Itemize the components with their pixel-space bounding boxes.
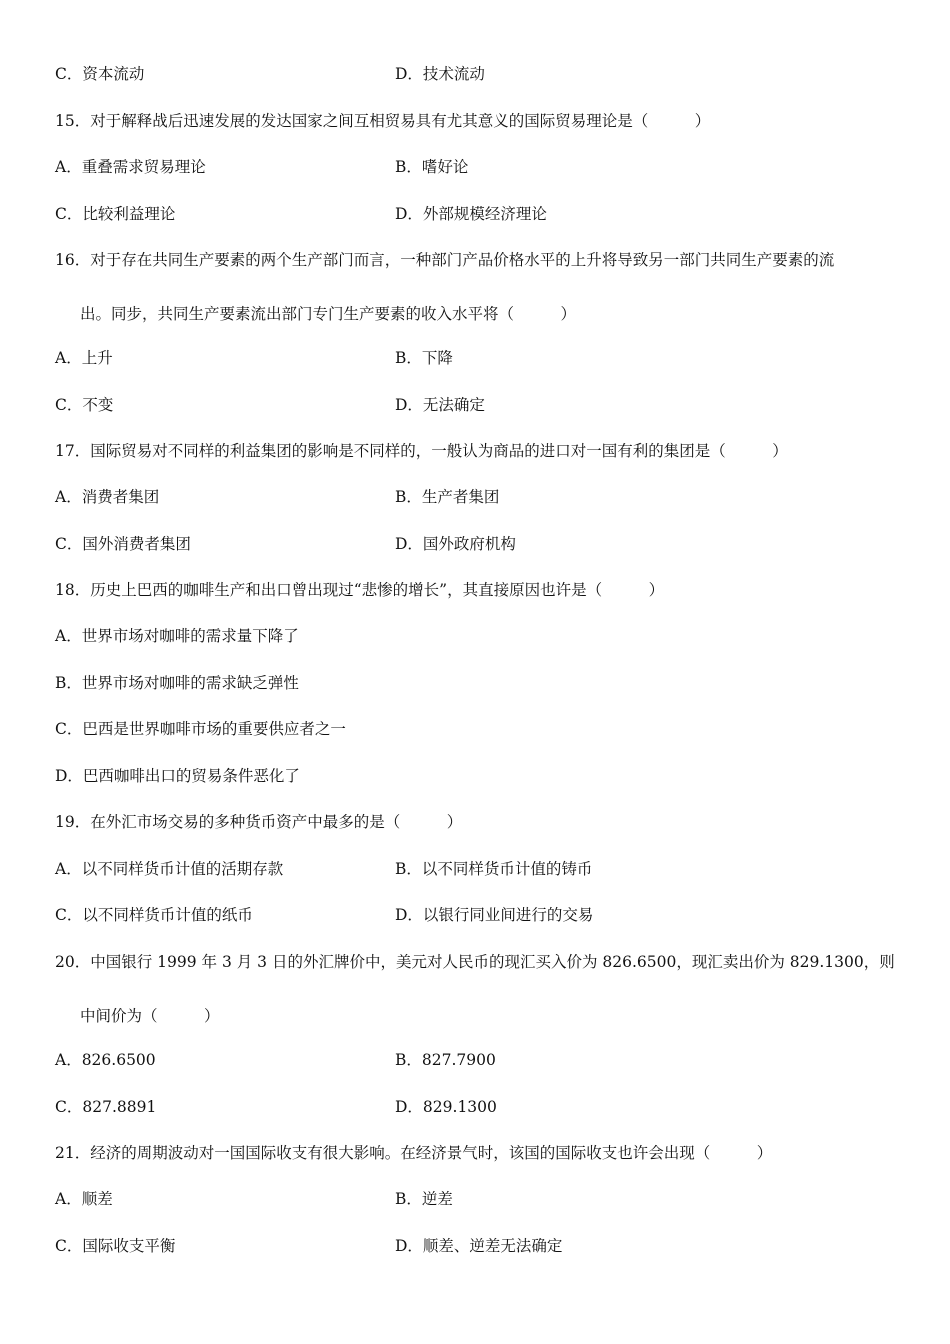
q20-stem-line2: 中间价为（ ）: [80, 1007, 220, 1025]
q16-stem-line2: 出。同步，共同生产要素流出部门专门生产要素的收入水平将（ ）: [80, 305, 577, 323]
q16-option-a: A．上升: [55, 349, 113, 367]
q18-option-c: C．巴西是世界咖啡市场的重要供应者之一: [55, 720, 346, 738]
q16-option-c: C．不变: [55, 396, 114, 414]
q20-option-a: A．826.6500: [55, 1051, 156, 1069]
q16-stem-line1: 16．对于存在共同生产要素的两个生产部门而言，一种部门产品价格水平的上升将导致另一部门共同生产要素的流: [55, 251, 835, 269]
q18-option-a: A．世界市场对咖啡的需求量下降了: [55, 627, 299, 645]
q15-option-c: C．比较利益理论: [55, 205, 176, 223]
q17-option-d: D．国外政府机构: [395, 535, 516, 553]
q19-option-c: C．以不同样货币计值的纸币: [55, 906, 253, 924]
q21-option-c: C．国际收支平衡: [55, 1237, 176, 1255]
q20-stem-line1: 20．中国银行 1999 年 3 月 3 日的外汇牌价中，美元对人民币的现汇买入价为 826.6500，现汇卖出价为 829.1300，则: [55, 953, 895, 971]
q16-option-b: B．下降: [395, 349, 453, 367]
q14-option-c: C．资本流动: [55, 65, 145, 83]
q17-option-a: A．消费者集团: [55, 488, 160, 506]
q15-option-a: A．重叠需求贸易理论: [55, 158, 206, 176]
q20-option-c: C．827.8891: [55, 1098, 157, 1116]
q20-option-b: B．827.7900: [395, 1051, 496, 1069]
q14-option-d: D．技术流动: [395, 65, 485, 83]
q21-option-a: A．顺差: [55, 1190, 113, 1208]
q21-option-b: B．逆差: [395, 1190, 453, 1208]
q19-option-a: A．以不同样货币计值的活期存款: [55, 860, 284, 878]
q20-option-d: D．829.1300: [395, 1098, 497, 1116]
q19-option-b: B．以不同样货币计值的铸币: [395, 860, 593, 878]
q19-stem: 19．在外汇市场交易的多种货币资产中最多的是（ ）: [55, 813, 463, 831]
q17-stem: 17．国际贸易对不同样的利益集团的影响是不同样的，一般认为商品的进口对一国有利的集团是（ ）: [55, 442, 788, 460]
q17-option-b: B．生产者集团: [395, 488, 500, 506]
q21-stem: 21．经济的周期波动对一国国际收支有很大影响。在经济景气时，该国的国际收支也许会出现（ ）: [55, 1144, 773, 1162]
q15-stem: 15．对于解释战后迅速发展的发达国家之间互相贸易具有尤其意义的国际贸易理论是（ ）: [55, 112, 711, 130]
q19-option-d: D．以银行同业间进行的交易: [395, 906, 594, 924]
q17-option-c: C．国外消费者集团: [55, 535, 191, 553]
q15-option-d: D．外部规模经济理论: [395, 205, 547, 223]
q18-stem: 18．历史上巴西的咖啡生产和出口曾出现过“悲惨的增长”，其直接原因也许是（ ）: [55, 581, 665, 599]
q16-option-d: D．无法确定: [395, 396, 485, 414]
q18-option-d: D．巴西咖啡出口的贸易条件恶化了: [55, 767, 300, 785]
q18-option-b: B．世界市场对咖啡的需求缺乏弹性: [55, 674, 299, 692]
q21-option-d: D．顺差、逆差无法确定: [395, 1237, 563, 1255]
q15-option-b: B．嗜好论: [395, 158, 469, 176]
